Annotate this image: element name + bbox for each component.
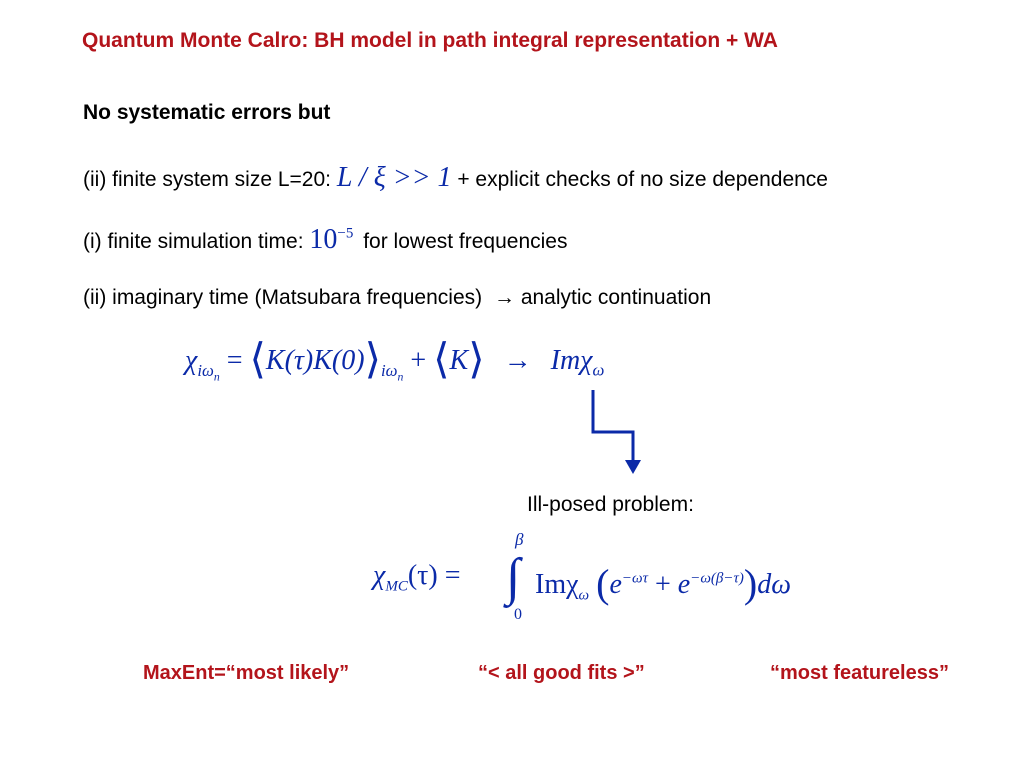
correlator-subsubscript: n [397, 369, 404, 383]
right-angle-bracket-2: ⟩ [468, 337, 485, 383]
equals-sign-2: = [444, 560, 461, 591]
left-angle-bracket-2: ⟨ [433, 337, 450, 383]
tau-argument: (τ) [407, 560, 438, 591]
spectral-function: Imχ [550, 345, 593, 376]
line-system-size [83, 162, 828, 194]
kinetic-term: K [449, 345, 469, 376]
exponent-1: −ωτ [621, 570, 648, 587]
line-imaginary-time-post: analytic continuation [520, 286, 712, 309]
slide-title: Quantum Monte Calro: BH model in path integral representation + WA [82, 29, 778, 52]
correlator-term: K(τ)K(0) [265, 345, 365, 376]
precision-base: 10 [309, 224, 338, 255]
exp-e-2: e [677, 569, 691, 600]
spectral-integrand: Imχ [535, 569, 579, 600]
spectral-subscript: ω [592, 360, 605, 380]
line-system-size-post: + explicit checks of no size dependence [457, 168, 828, 191]
good-fits-label: “< all good fits >” [478, 662, 645, 684]
line-simulation-time-text: (i) finite simulation time: [83, 230, 304, 253]
exponent-2: −ω(β−τ) [690, 570, 744, 587]
section-heading: No systematic errors but [83, 101, 331, 124]
left-angle-bracket: ⟨ [249, 337, 266, 383]
size-ratio-math: L / ξ >> 1 [336, 162, 452, 193]
line-simulation-time-post: for lowest frequencies [363, 230, 568, 253]
integral-sign: ∫ [506, 549, 521, 606]
correlator-subscript: iω [380, 360, 398, 380]
equals-sign: = [226, 345, 243, 376]
chi-mc-symbol: χ [373, 560, 386, 591]
integral-upper-limit [515, 530, 523, 550]
continuation-arrow-icon: → [503, 345, 532, 376]
lhs-subsubscript: n [213, 369, 220, 383]
precision-exponent: −5 [337, 225, 354, 242]
featureless-label: “most featureless” [770, 662, 949, 684]
line-imaginary-time-text: (ii) imaginary time (Matsubara frequencies) [83, 286, 483, 309]
integrand [535, 560, 791, 607]
integral-lhs [373, 560, 461, 596]
plus-sign: + [410, 345, 427, 376]
left-paren: ( [596, 561, 610, 606]
maxent-label: MaxEnt=“most likely” [143, 662, 350, 684]
lhs-subscript: iω [197, 360, 214, 380]
right-angle-bracket: ⟩ [364, 337, 381, 383]
line-simulation-time [83, 224, 568, 256]
line-system-size-text: (ii) finite system size L=20: [83, 168, 332, 191]
chi-symbol: χ [185, 345, 198, 376]
line-imaginary-time [83, 286, 711, 310]
bent-down-arrow-icon [580, 388, 650, 478]
mc-subscript: MC [385, 578, 408, 595]
upper-limit-beta: β [515, 530, 524, 549]
integral-lower-limit: 0 [514, 606, 522, 623]
integral-equation [373, 530, 913, 630]
plus-sign-2: + [654, 569, 671, 600]
matsubara-equation [185, 334, 604, 384]
d-omega: dω [757, 569, 791, 600]
integrand-subscript: ω [578, 587, 590, 604]
right-arrow-icon: → [493, 286, 515, 309]
right-paren: ) [743, 561, 758, 606]
ill-posed-label: Ill-posed problem: [527, 493, 694, 516]
time-precision-math [309, 224, 353, 255]
exp-e-1: e [609, 569, 622, 600]
